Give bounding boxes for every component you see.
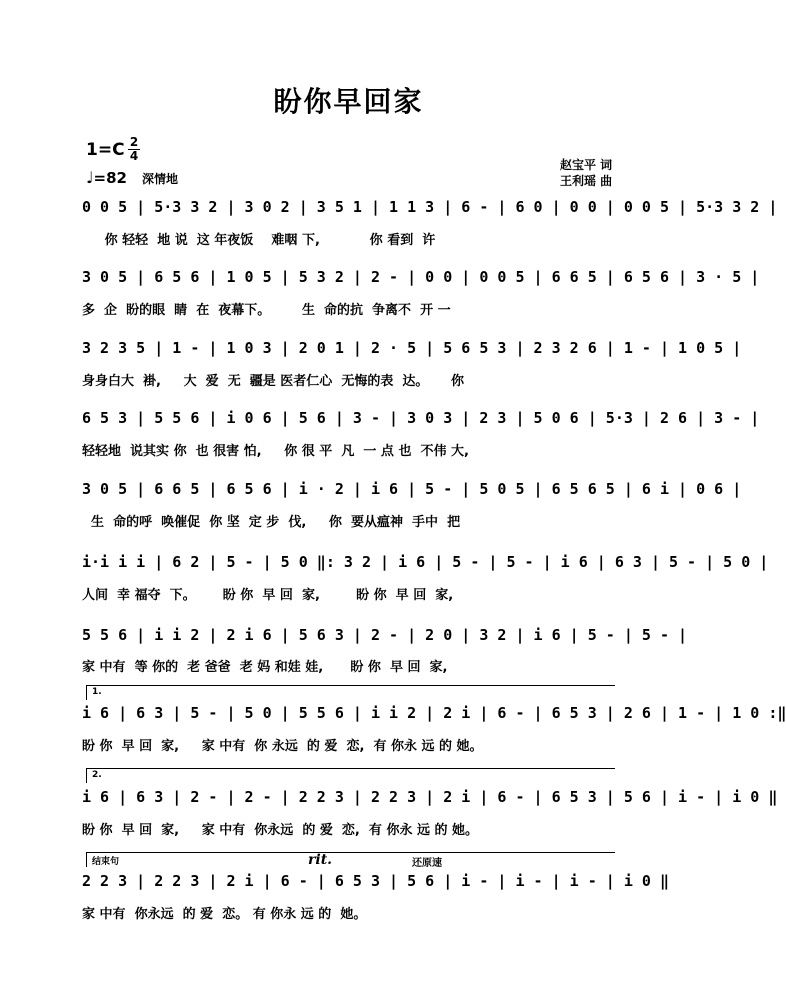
ritardando-marking: rit.	[308, 852, 333, 868]
lyricist-credit: 赵宝平 词	[560, 158, 613, 172]
notation-row-9: i 6 | 6 3 | 2 - | 2 - | 2 2 3 | 2 2 3 | 2 i | 6 - | 6 5 3 | 5 6 | i - | i 0 ‖	[82, 788, 778, 806]
lyrics-row-4: 轻轻地 说其实 你 也 很害 怕, 你 很 平 凡 一 点 也 不伟 大,	[82, 444, 469, 459]
lyrics-row-3: 身身白大 褂, 大 爱 无 疆是 医者仁心 无悔的表 达。 你	[82, 374, 465, 389]
notation-row-10: 2 2 3 | 2 2 3 | 2 i | 6 - | 6 5 3 | 5 6 | i - | i - | i - | i 0 ‖	[82, 872, 669, 890]
quarter-note-icon: ♩	[86, 168, 94, 187]
first-ending-bracket	[86, 685, 615, 700]
ending-label: 结束句	[92, 857, 120, 867]
notation-row-2: 3 0 5 | 6 5 6 | 1 0 5 | 5 3 2 | 2 - | 0 0 | 0 0 5 | 6 6 5 | 6 5 6 | 3 · 5 |	[82, 268, 760, 286]
ending-bracket	[86, 852, 615, 867]
time-signature-bottom: 4	[129, 149, 139, 163]
notation-row-3: 3 2 3 5 | 1 - | 1 0 3 | 2 0 1 | 2 · 5 | 5 6 5 3 | 2 3 2 6 | 1 - | 1 0 5 |	[82, 339, 742, 357]
second-ending-label: 2.	[92, 770, 102, 780]
first-ending-label: 1.	[92, 687, 102, 697]
second-ending-bracket	[86, 768, 615, 783]
song-title: 盼你早回家	[273, 85, 424, 118]
a-tempo-marking: 还原速	[412, 858, 442, 869]
lyrics-row-6: 人间 幸 福夺 下。 盼 你 早 回 家, 盼 你 早 回 家,	[82, 588, 454, 603]
notation-row-7: 5 5 6 | i i 2 | 2 i 6 | 5 6 3 | 2 - | 2 0 | 3 2 | i 6 | 5 - | 5 - |	[82, 626, 688, 644]
composer-credit: 王利瑶 曲	[560, 174, 613, 188]
key-signature: 1=C	[86, 140, 125, 160]
time-signature-top: 2	[129, 135, 139, 149]
notation-row-4: 6 5 3 | 5 5 6 | i 0 6 | 5 6 | 3 - | 3 0 3 | 2 3 | 5 0 6 | 5·3 | 2 6 | 3 - |	[82, 409, 760, 427]
lyrics-row-8: 盼 你 早 回 家, 家 中有 你 永远 的 爱 恋, 有 你永 远 的 她。	[82, 739, 483, 754]
lyrics-row-7: 家 中有 等 你的 老 爸爸 老 妈 和娃 娃, 盼 你 早 回 家,	[82, 660, 448, 675]
tempo-marking: ♩=82	[86, 168, 127, 187]
expression-marking: 深情地	[142, 172, 179, 186]
lyrics-row-2: 多 企 盼的眼 睛 在 夜幕下。 生 命的抗 争离不 开 一	[82, 303, 451, 318]
lyrics-row-9: 盼 你 早 回 家, 家 中有 你永远 的 爱 恋, 有 你永 远 的 她。	[82, 823, 479, 838]
notation-row-6: i·i i i | 6 2 | 5 - | 5 0 ‖: 3 2 | i 6 | 5 - | 5 - | i 6 | 6 3 | 5 - | 5 0 |	[82, 553, 769, 571]
notation-row-5: 3 0 5 | 6 6 5 | 6 5 6 | i · 2 | i 6 | 5 - | 5 0 5 | 6 5 6 5 | 6 i | 0 6 |	[82, 480, 742, 498]
time-signature	[128, 137, 140, 162]
notation-row-8: i 6 | 6 3 | 5 - | 5 0 | 5 5 6 | i i 2 | 2 i | 6 - | 6 5 3 | 2 6 | 1 - | 1 0 :‖	[82, 704, 786, 722]
notation-row-1: 0 0 5 | 5·3 3 2 | 3 0 2 | 3 5 1 | 1 1 3 | 6 - | 6 0 | 0 0 | 0 0 5 | 5·3 3 2 |	[82, 198, 778, 216]
lyrics-row-1: 你 轻轻 地 说 这 年夜饭 难咽 下, 你 看到 许	[82, 233, 436, 248]
lyrics-row-10: 家 中有 你永远 的 爱 恋。 有 你永 远 的 她。	[82, 907, 367, 922]
lyrics-row-5: 生 命的呼 唤催促 你 坚 定 步 伐, 你 要从瘟神 手中 把	[82, 515, 461, 530]
